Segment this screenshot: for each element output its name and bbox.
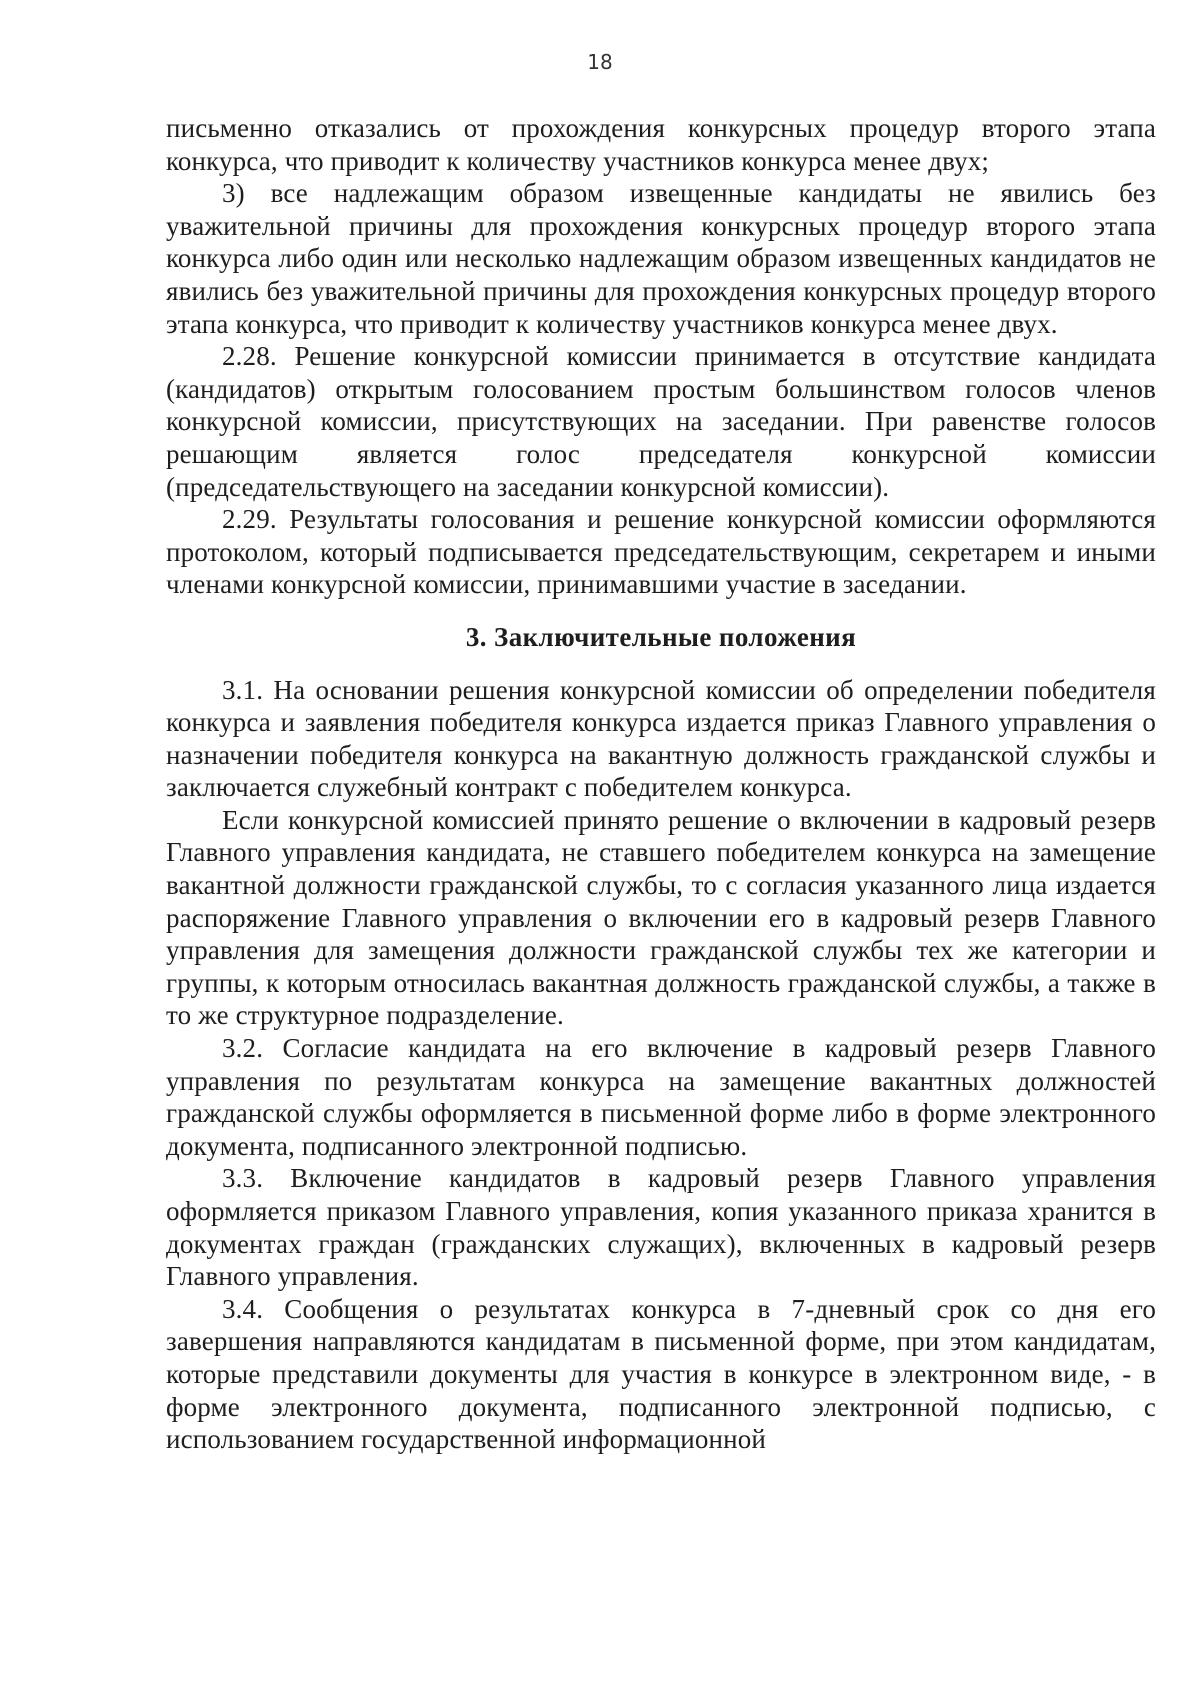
paragraph-3-1: 3.1. На основании решения конкурсной комиссии об определении победителя конкурса и заявления победителя конкурса издается приказ Главного управления о назначении победителя конкурса на вакантную должность гражданской службы и заключается служебный контракт с победителем конкурса. xyxy=(166,674,1156,803)
paragraph-3-3: 3.3. Включение кандидатов в кадровый резерв Главного управления оформляется приказом Главного управления, копия указанного приказа хранится в документах граждан (гражданских служащих), включенных в кадровый резерв Главного управления. xyxy=(166,1163,1156,1292)
paragraph-3-4: 3.4. Сообщения о результатах конкурса в 7-дневный срок со дня его завершения направляются кандидатам в письменной форме, при этом кандидатам, которые представили документы для участия в конкурсе в электронном виде, - в форме электронного документа, подписанного электронной подписью, с использованием государственной информационной xyxy=(166,1293,1156,1455)
paragraph-3-2: 3.2. Согласие кандидата на его включение в кадровый резерв Главного управления по результатам конкурса на замещение вакантных должностей гражданской службы оформляется в письменной форме либо в форме электронного документа, подписанного электронной подписью. xyxy=(166,1033,1156,1161)
paragraph-item-3: 3) все надлежащим образом извещенные кандидаты не явились без уважительной причины для прохождения конкурсных процедур второго этапа конкурса либо один или несколько надлежащим образом извещенных кандидатов не явились без уважительной причины для прохождения конкурсных процедур второго этапа конкурса, что приводит к количеству участников конкурса менее двух. xyxy=(166,178,1156,339)
paragraph-reserve-decision: Если конкурсной комиссией принято решение о включении в кадровый резерв Главного управления кандидата, не ставшего победителем конкурса на замещение вакантной должности гражданской службы, то с согласия указанного лица издается распоряжение Главного управления о включении его в кадровый резерв Главного управления для замещения должности гражданской службы тех же категории и группы, к которым относилась вакантная должность гражданской службы, а также в то же структурное подразделение. xyxy=(166,804,1156,1031)
section-title: 3. Заключительные положения xyxy=(465,621,857,652)
page-number: 18 xyxy=(587,50,613,74)
paragraph-2-29: 2.29. Результаты голосования и решение конкурсной комиссии оформляются протоколом, который подписывается председательствующим, секретарем и иными членами конкурсной комиссии, принимавшими участие в заседании. xyxy=(166,504,1156,600)
paragraph-continuation: письменно отказались от прохождения конкурсных процедур второго этапа конкурса, что приводит к количеству участников конкурса менее двух; xyxy=(166,113,1156,176)
paragraph-2-28: 2.28. Решение конкурсной комиссии принимается в отсутствие кандидата (кандидатов) открытым голосованием простым большинством голосов членов конкурсной комиссии, присутствующих на заседании. При равенстве голосов решающим является голос председателя конкурсной комиссии (председательствующего на заседании конкурсной комиссии). xyxy=(166,341,1156,502)
document-body xyxy=(166,112,1156,1456)
